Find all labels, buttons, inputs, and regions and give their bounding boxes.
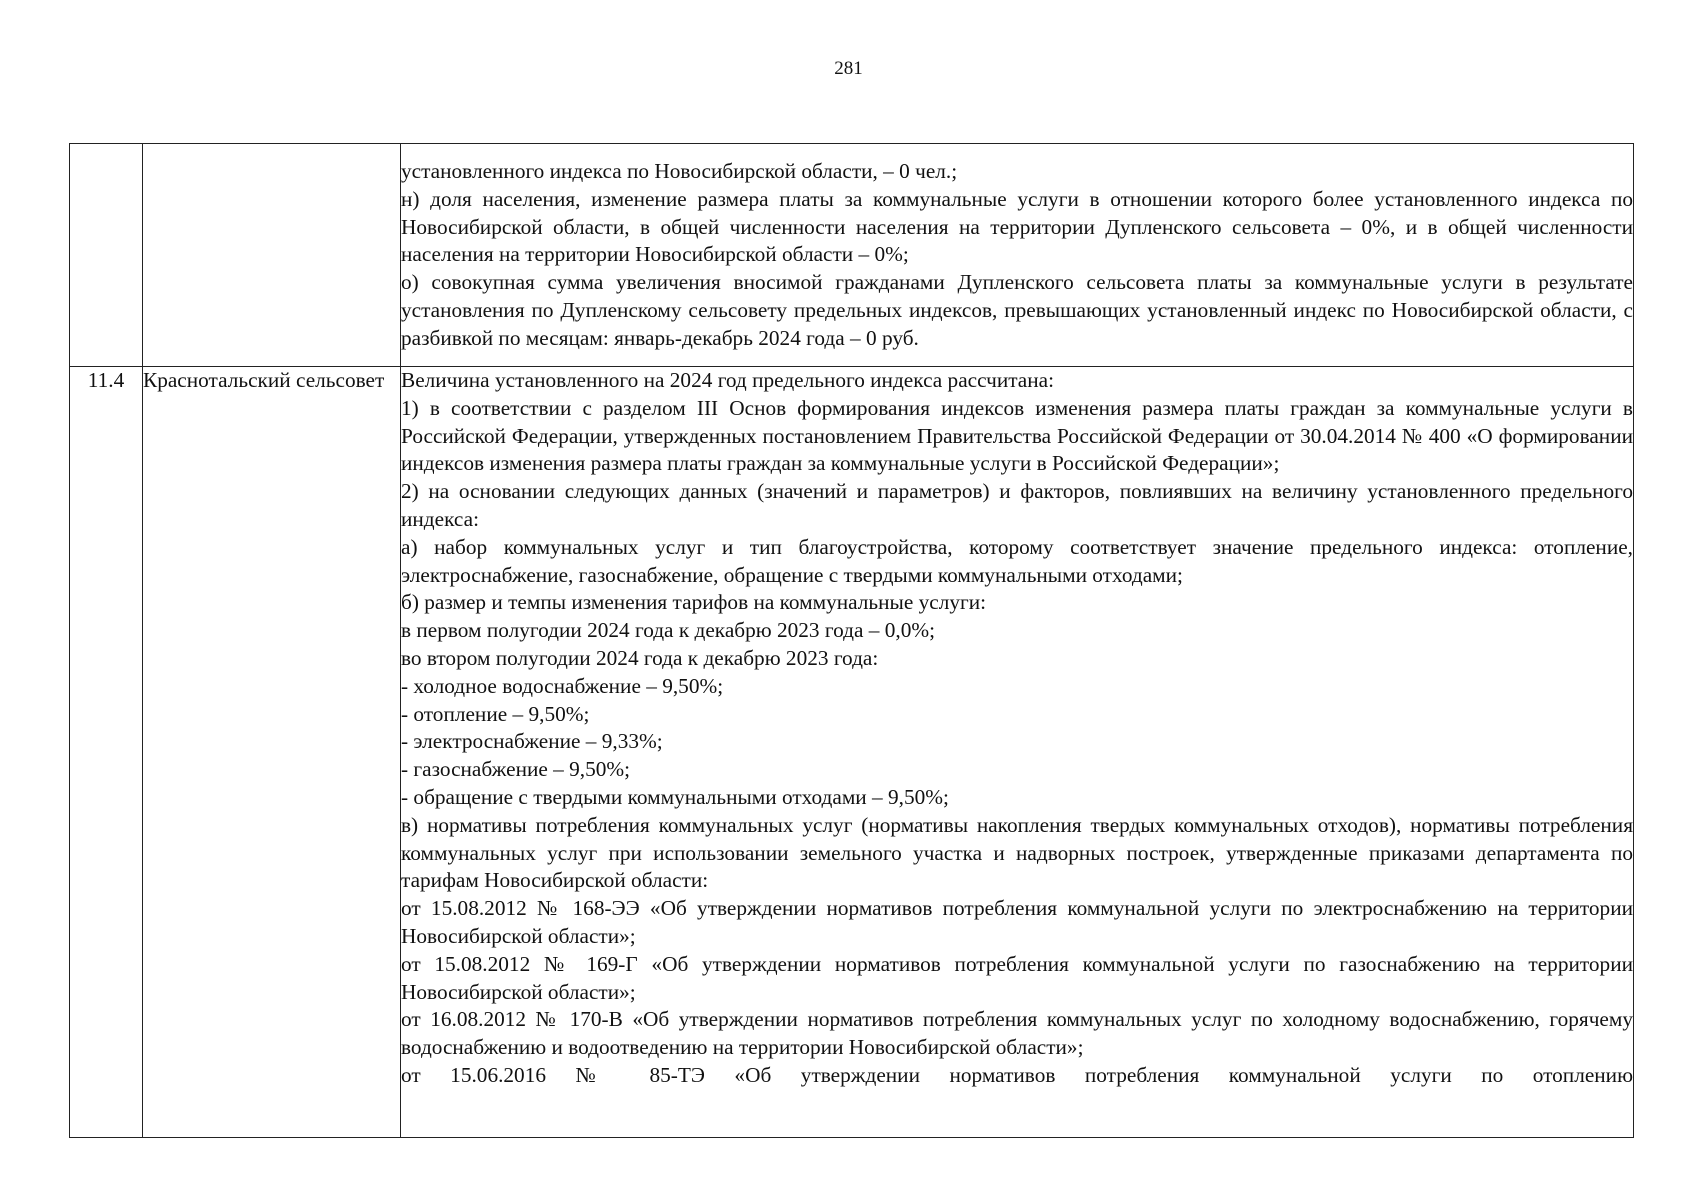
paragraph: установленного индекса по Новосибирской области, – 0 чел.; [401,159,958,183]
paragraph: - обращение с твердыми коммунальными отходами – 9,50%; [401,784,949,809]
row-number-cell [70,144,143,367]
settlement-name-cell [143,144,401,367]
table-row [70,367,1634,1138]
paragraph: - электроснабжение – 9,33%; [401,729,663,754]
paragraph: - холодное водоснабжение – 9,50%; [401,673,724,698]
description-cell [401,367,1634,1138]
paragraph: о) совокупная сумма увеличения вносимой гражданами Дупленского сельсовета платы за коммунальные услуги в результате установления по Дупленскому сельсовету предельных индексов, превышающих установленный индекс по Новосибирской области, с разбивкой по месяцам: январь-декабрь 2024 года – 0 руб. [401,270,1633,350]
table-row [70,144,1634,367]
paragraph: от 15.08.2012 № 169-Г «Об утверждении нормативов потребления коммунальной услуги по газоснабжению на территории Новосибирской области»; [401,951,1633,1004]
paragraph: н) доля населения, изменение размера платы за коммунальные услуги в отношении которого более установленного индекса по Новосибирской области, в общей численности населения на территории Дупленского сельсовета – 0%, и в общей численности населения на территории Новосибирской области – 0%; [401,186,1633,267]
paragraph: во втором полугодии 2024 года к декабрю 2023 года: [401,645,879,670]
paragraph: от 15.06.2016 № 85-ТЭ «Об утверждении нормативов потребления коммунальной услуги по отоплению [401,1062,1633,1087]
paragraph: в) нормативы потребления коммунальных услуг (нормативы накопления твердых коммунальных отходов), нормативы потребления коммунальных услуг при использовании земельного участка и надворных построек, утвержденные приказами департамента по тарифам Новосибирской области: [401,812,1633,893]
page-number: 281 [834,58,863,79]
paragraph: 1) в соответствии с разделом III Основ формирования индексов изменения размера платы граждан за коммунальные услуги в Российской Федерации, утвержденных постановлением Правительства Российской Федерации от 30.04.2014 № 400 «О формировании индексов изменения размера платы граждан за коммунальные услуги в Российской Федерации»; [401,395,1633,476]
document-table [69,143,1634,1138]
paragraph: а) набор коммунальных услуг и тип благоустройства, которому соответствует значение предельного индекса: отопление, электроснабжение, газоснабжение, обращение с твердыми коммунальными отходами; [401,534,1633,587]
paragraph: 2) на основании следующих данных (значений и параметров) и факторов, повлиявших на величину установленного предельного индекса: [401,479,1633,531]
description-cell [401,144,1634,367]
settlement-name-cell: Краснотальский сельсовет [143,367,401,1138]
paragraph: от 16.08.2012 № 170-В «Об утверждении нормативов потребления коммунальных услуг по холодному водоснабжению, горячему водоснабжению и водоотведению на территории Новосибирской области»; [401,1007,1633,1060]
paragraph: б) размер и темпы изменения тарифов на коммунальные услуги: [401,590,987,615]
row-number-cell: 11.4 [70,367,143,1138]
paragraph: в первом полугодии 2024 года к декабрю 2023 года – 0,0%; [401,618,936,643]
paragraph: от 15.08.2012 № 168-ЭЭ «Об утверждении нормативов потребления коммунальной услуги по электроснабжению на территории Новосибирской области»; [401,896,1633,948]
paragraph: Величина установленного на 2024 год предельного индекса рассчитана: [401,368,1055,392]
paragraph: - газоснабжение – 9,50%; [401,757,631,782]
paragraph: - отопление – 9,50%; [401,701,590,726]
